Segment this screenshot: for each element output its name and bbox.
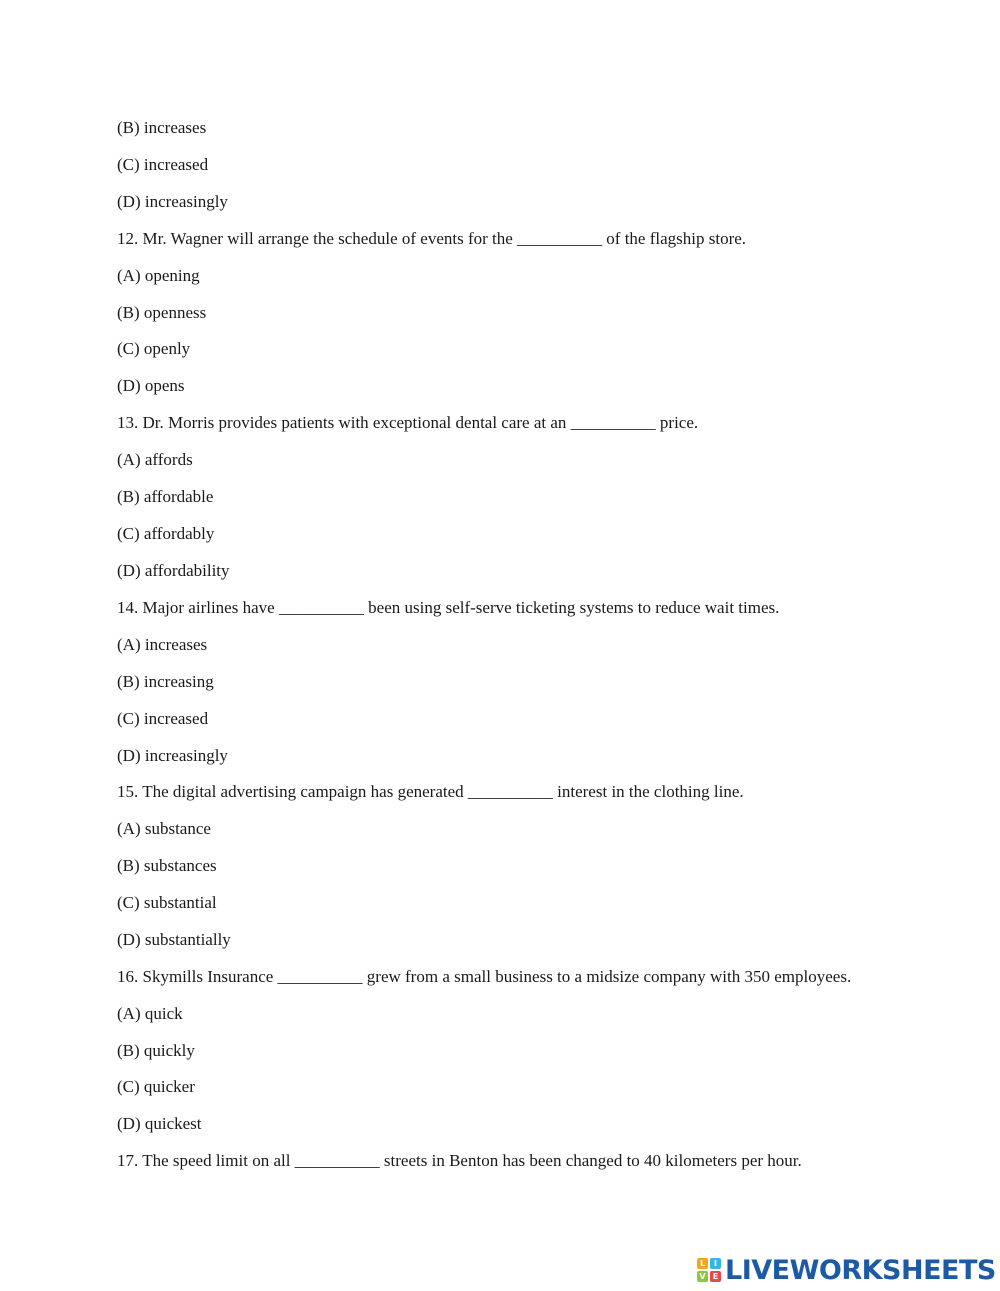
- answer-option: (A) increases: [117, 635, 208, 654]
- question-16: 16. Skymills Insurance __________ grew from a small business to a midsize company with 350 employees.: [117, 967, 852, 986]
- logo-block-v: V: [697, 1271, 708, 1282]
- question-13: 13. Dr. Morris provides patients with exceptional dental care at an __________ price.: [117, 413, 699, 432]
- answer-option: (D) affordability: [117, 561, 230, 580]
- answer-option: (C) openly: [117, 339, 191, 358]
- answer-option: (B) substances: [117, 856, 217, 875]
- logo-block-i: I: [710, 1258, 721, 1269]
- answer-option: (D) quickest: [117, 1114, 202, 1133]
- answer-option: (A) quick: [117, 1004, 183, 1023]
- answer-option: (A) substance: [117, 819, 211, 838]
- answer-option: (B) increases: [117, 118, 207, 137]
- answer-option: (C) affordably: [117, 524, 215, 543]
- answer-option: (A) opening: [117, 266, 200, 285]
- question-15: 15. The digital advertising campaign has generated __________ interest in the clothing line.: [117, 782, 744, 801]
- answer-option: (D) opens: [117, 376, 185, 395]
- logo-block-e: E: [710, 1271, 721, 1282]
- answer-option: (B) increasing: [117, 672, 214, 691]
- question-14: 14. Major airlines have __________ been using self-serve ticketing systems to reduce wait times.: [117, 598, 780, 617]
- logo-wordmark: LIVEWORKSHEETS: [725, 1254, 996, 1286]
- answer-option: (A) affords: [117, 450, 193, 469]
- answer-option: (C) substantial: [117, 893, 217, 912]
- answer-option: (B) quickly: [117, 1041, 195, 1060]
- logo-block-l: L: [697, 1258, 708, 1269]
- question-12: 12. Mr. Wagner will arrange the schedule of events for the __________ of the flagship store.: [117, 229, 747, 248]
- answer-option: (D) increasingly: [117, 746, 228, 765]
- answer-option: (B) affordable: [117, 487, 214, 506]
- answer-option: (D) substantially: [117, 930, 231, 949]
- answer-option: (C) quicker: [117, 1077, 195, 1096]
- question-17: 17. The speed limit on all __________ streets in Benton has been changed to 40 kilometers per hour.: [117, 1151, 802, 1170]
- liveworksheets-logo: [697, 1254, 996, 1286]
- answer-option: (C) increased: [117, 155, 209, 174]
- answer-option: (B) openness: [117, 303, 207, 322]
- answer-option: (D) increasingly: [117, 192, 228, 211]
- answer-option: (C) increased: [117, 709, 209, 728]
- logo-blocks-icon: [697, 1258, 721, 1282]
